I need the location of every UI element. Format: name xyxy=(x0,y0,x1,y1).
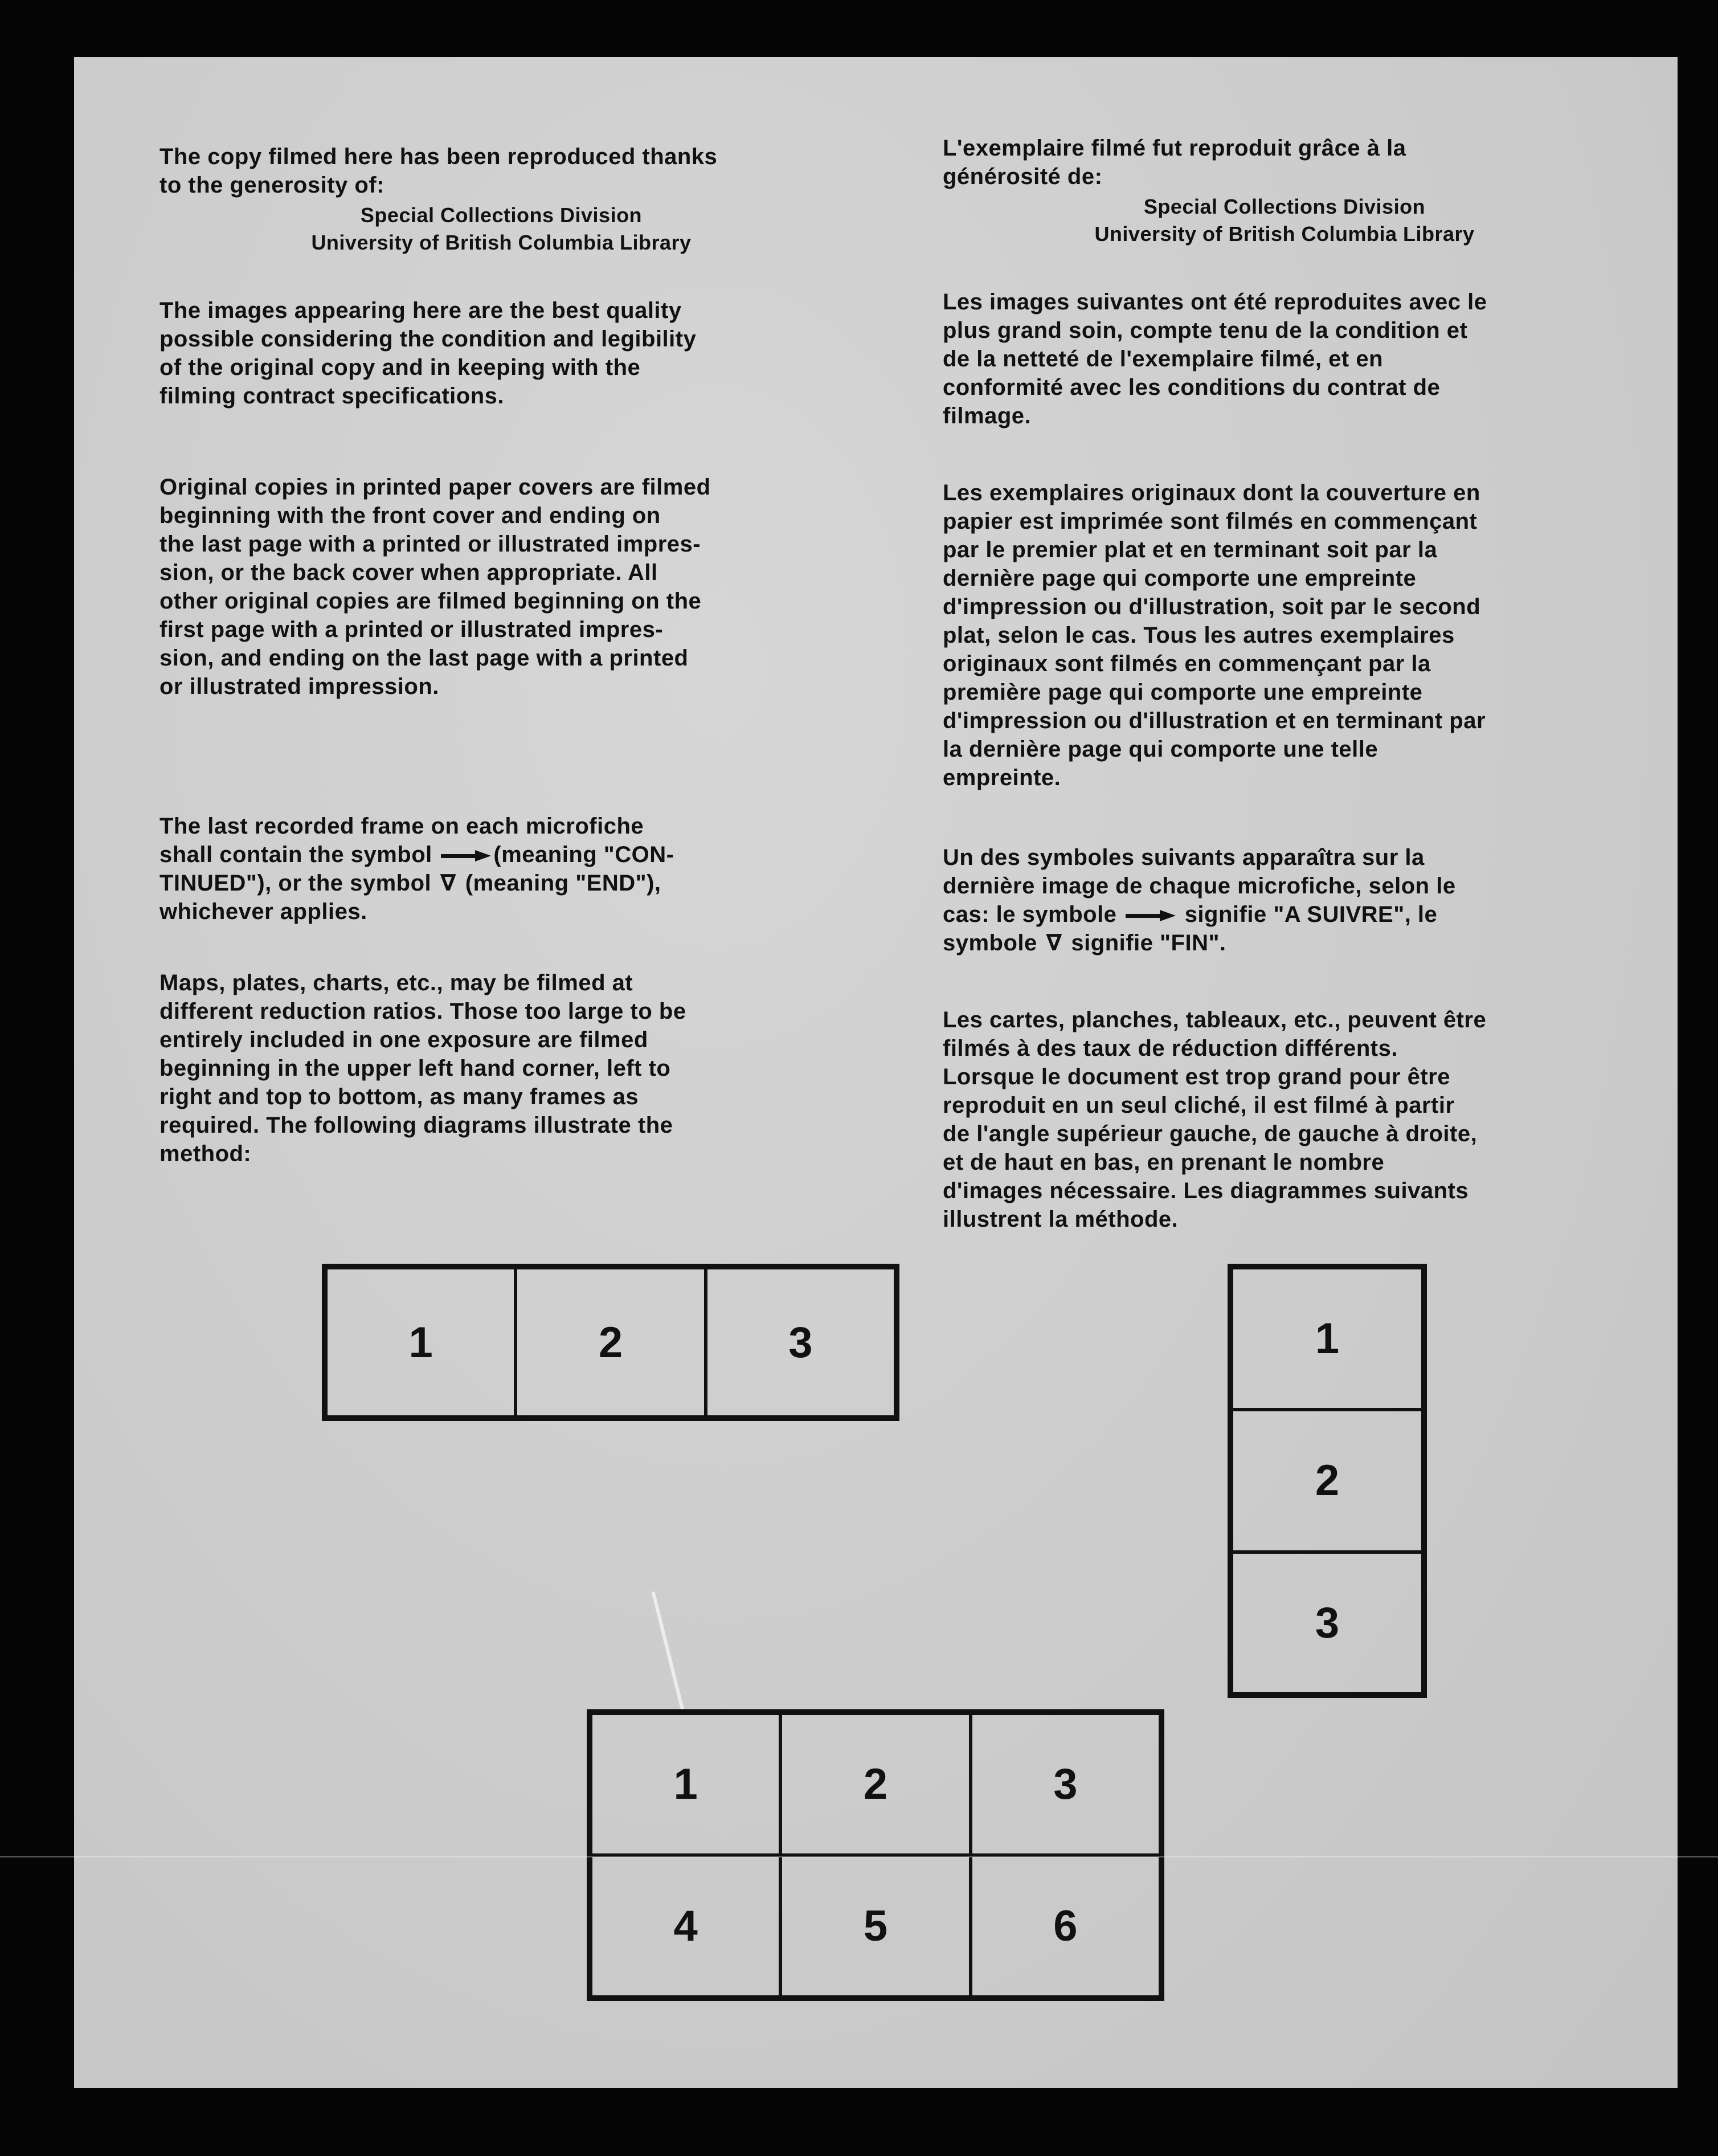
frame-cell: 5 xyxy=(780,1855,970,1997)
diagram-vertical-frames xyxy=(1228,1264,1427,1698)
english-column xyxy=(159,142,843,1168)
film-line xyxy=(0,1856,1718,1857)
frame-cell: 3 xyxy=(706,1268,895,1417)
frame-cell: 1 xyxy=(326,1268,516,1417)
frame-cell: 3 xyxy=(971,1713,1160,1855)
arrow-right-icon xyxy=(441,850,491,861)
symbols-text-3: signifie "FIN". xyxy=(1071,930,1226,956)
frame-cell: 2 xyxy=(1232,1410,1423,1551)
frame-cell: 2 xyxy=(516,1268,705,1417)
symbols-text-2: (meaning "CON- TINUED"), or the symbol xyxy=(159,842,674,896)
symbols-paragraph xyxy=(159,812,843,926)
frame-cell: 3 xyxy=(1232,1552,1423,1694)
credit-org-line1: Special Collections Division xyxy=(360,203,643,227)
maps-paragraph: Maps, plates, charts, etc., may be filmed at different reduction ratios. Those too large to be entirely included in one exposure are filmed beginning in the upper left hand corner, left to right and top to bottom, as many frames as required. The following diagrams illustrate the method: xyxy=(159,970,686,1166)
symbols-paragraph xyxy=(943,843,1626,957)
microfiche-target-page xyxy=(74,57,1678,2088)
arrow-right-icon xyxy=(1126,910,1176,921)
originals-paragraph: Les exemplaires originaux dont la couverture en papier est imprimée sont filmés en commençant par le premier plat et en terminant soit par la dernière page qui comporte une empreinte d'impression ou d'illustration, soit par le second plat, selon le cas. Tous les autres exemplaires originaux sont filmés en commençant par la première page qui comporte une empreinte d'impression ou d'illustration et en terminant par la dernière page qui comporte une telle empreinte. xyxy=(943,480,1486,790)
symbols-text-3: (meaning "END"), whichever applies. xyxy=(159,871,661,924)
frame-cell: 1 xyxy=(591,1713,780,1855)
diagram-matrix-frames xyxy=(587,1709,1164,2001)
quality-paragraph: The images appearing here are the best quality possible considering the condition and legibility of the original copy and in keeping with the filming contract specifications. xyxy=(159,298,697,409)
end-triangle-icon: ∇ xyxy=(440,871,457,896)
credit-intro: The copy filmed here has been reproduced thanks to the generosity of: xyxy=(159,144,718,198)
film-scratch xyxy=(651,1591,685,1714)
credit-intro: L'exemplaire filmé fut reproduit grâce à la générosité de: xyxy=(943,136,1406,189)
credit-org-line1: Special Collections Division xyxy=(1143,195,1426,218)
symbols-text-2: signifie "A SUIVRE", le symbole xyxy=(943,902,1438,956)
symbols-text-1: The last recorded frame on each microfiche shall contain the symbol xyxy=(159,814,644,867)
frame-cell: 6 xyxy=(971,1855,1160,1997)
credit-org-line2: University of British Columbia Library xyxy=(311,231,692,254)
french-column xyxy=(943,134,1626,1234)
originals-paragraph: Original copies in printed paper covers are filmed beginning with the front cover and ending on the last page with a printed or illustrated impres- sion, or the back cover when appropriate. All other original copies are filmed beginning on the first page with a printed or illustrated impres- sion, and ending on the last page with a printed or illustrated impression. xyxy=(159,475,711,699)
maps-paragraph: Les cartes, planches, tableaux, etc., peuvent être filmés à des taux de réduction différents. Lorsque le document est trop grand pour être reproduit en un seul cliché, il est filmé à partir de l'angle supérieur gauche, de gauche à droite, et de haut en bas, en prenant le nombre d'images nécessaire. Les diagrammes suivants illustrent la méthode. xyxy=(943,1007,1487,1232)
diagram-horizontal-frames xyxy=(322,1264,899,1421)
frame-cell: 1 xyxy=(1232,1268,1423,1410)
symbols-text-1: Un des symboles suivants apparaîtra sur la dernière image de chaque microfiche, selon le cas: le symbole xyxy=(943,845,1456,927)
frame-cell: 4 xyxy=(591,1855,780,1997)
credit-org-line2: University of British Columbia Library xyxy=(1094,222,1475,246)
frame-cell: 2 xyxy=(780,1713,970,1855)
quality-paragraph: Les images suivantes ont été reproduites avec le plus grand soin, compte tenu de la condition et de la netteté de l'exemplaire filmé, et en conformité avec les conditions du contrat de filmage. xyxy=(943,289,1487,428)
end-triangle-icon: ∇ xyxy=(1046,930,1062,956)
